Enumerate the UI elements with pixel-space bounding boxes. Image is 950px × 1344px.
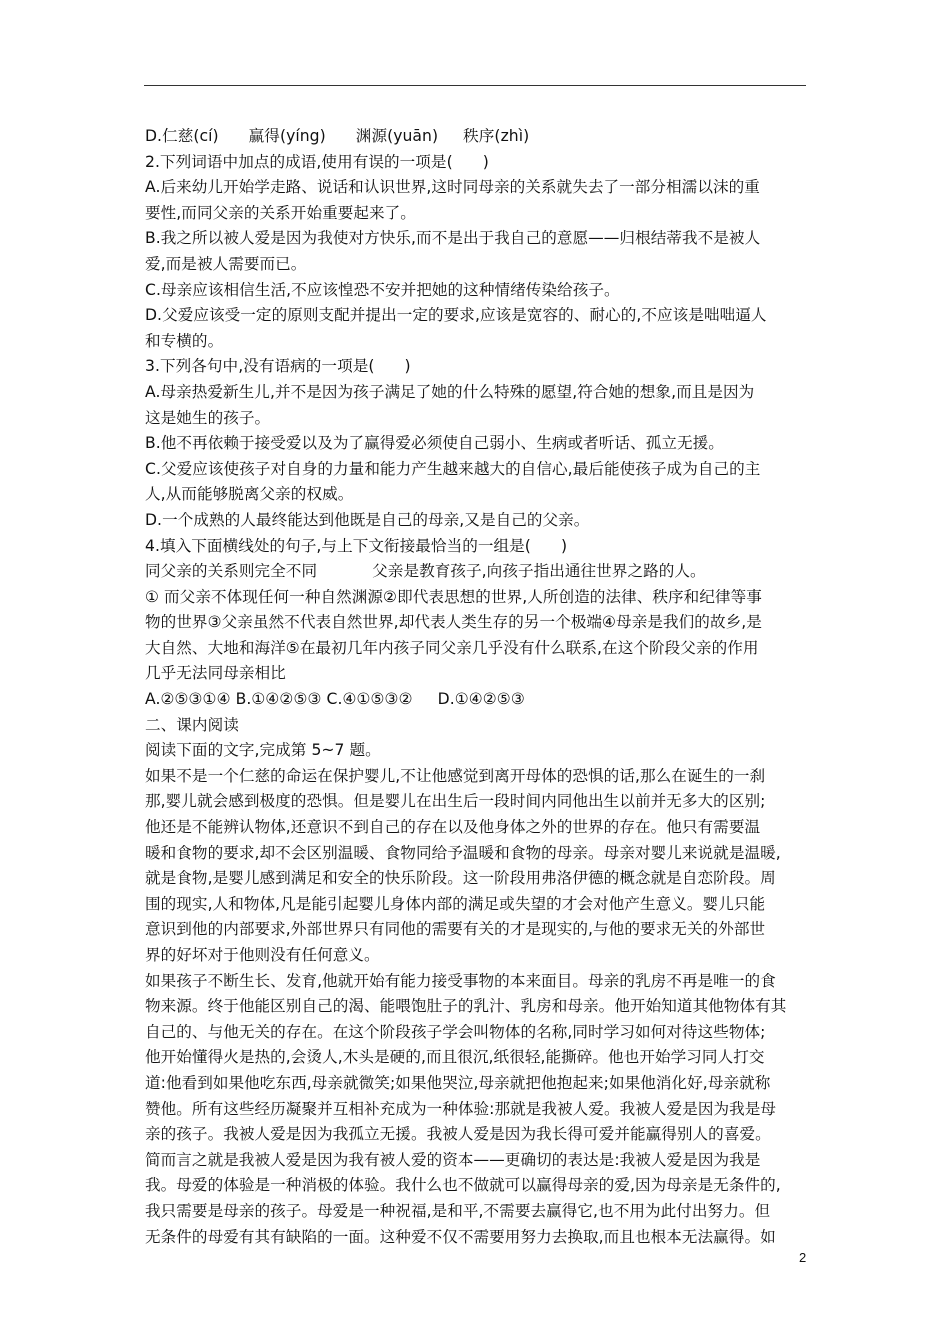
text-line: D.一个成熟的人最终能达到他既是自己的母亲,又是自己的父亲。 (145, 510, 590, 529)
text-line: 同父亲的关系则完全不同 父亲是教育孩子,向孩子指出通往世界之路的人。 (145, 562, 706, 581)
text-line: 3.下列各句中,没有语病的一项是( ) (145, 357, 411, 376)
text-line: 简而言之就是我被人爱是因为我有被人爱的资本——更确切的表达是:我被人爱是因为我是 (145, 1150, 761, 1169)
text-line: 阅读下面的文字,完成第 5~7 题。 (145, 741, 381, 760)
text-line: 意识到他的内部要求,外部世界只有同他的需要有关的才是现实的,与他的要求无关的外部世 (145, 920, 766, 939)
text-line: 物的世界③父亲虽然不代表自然世界,却代表人类生存的另一个极端④母亲是我们的故乡,是 (145, 613, 762, 632)
text-line: 如果孩子不断生长、发育,他就开始有能力接受事物的本来面目。母亲的乳房不再是唯一的食 (145, 971, 776, 990)
text-line: D.父爱应该受一定的原则支配并提出一定的要求,应该是宽容的、耐心的,不应该是咄咄逼人 (145, 306, 767, 325)
text-line: 就是食物,是婴儿感到满足和安全的快乐阶段。这一阶段用弗洛伊德的概念就是自恋阶段。周 (145, 869, 776, 888)
text-line: 我。母爱的体验是一种消极的体验。我什么也不做就可以赢得母亲的爱,因为母亲是无条件的, (145, 1176, 781, 1195)
text-line: 大自然、大地和海洋⑤在最初几年内孩子同父亲几乎没有什么联系,在这个阶段父亲的作用 (145, 638, 759, 657)
header-rule (144, 85, 806, 86)
text-line: B.他不再依赖于接受爱以及为了赢得爱必须使自己弱小、生病或者听话、孤立无援。 (145, 434, 724, 453)
text-line: 2.下列词语中加点的成语,使用有误的一项是( ) (145, 152, 489, 171)
text-line: 爱,而是被人需要而已。 (145, 254, 307, 273)
text-line: 这是她生的孩子。 (145, 408, 271, 427)
text-line: A.母亲热爱新生儿,并不是因为孩子满足了她的什么特殊的愿望,符合她的想象,而且是因为 (145, 382, 755, 401)
text-line: 那,婴儿就会感到极度的恐惧。但是婴儿在出生后一段时间内同他出生以前并无多大的区别; (145, 792, 766, 811)
text-line: A.②⑤③①④ B.①④②⑤③ C.④①⑤③② D.①④②⑤③ (145, 690, 525, 709)
text-line: 物来源。终于他能区别自己的渴、能喂饱肚子的乳汁、乳房和母亲。他开始知道其他物体有其 (145, 997, 787, 1016)
text-line: 赞他。所有这些经历凝聚并互相补充成为一种体验:那就是我被人爱。我被人爱是因为我是母 (145, 1099, 777, 1118)
text-line: 自己的、与他无关的存在。在这个阶段孩子学会叫物体的名称,同时学习如何对待这些物体; (145, 1022, 766, 1041)
text-line: ① 而父亲不体现任何一种自然渊源②即代表思想的世界,人所创造的法律、秩序和纪律等事 (145, 587, 762, 606)
text-line: 他开始懂得火是热的,会烫人,木头是硬的,而且很沉,纸很轻,能撕碎。他也开始学习同人打交 (145, 1048, 765, 1067)
text-line: D.仁慈(cí) 赢得(yíng) 渊源(yuān) 秩序(zhì) (145, 127, 530, 145)
text-line: 亲的孩子。我被人爱是因为我孤立无援。我被人爱是因为我长得可爱并能赢得别人的喜爱。 (145, 1125, 771, 1144)
text-line: 界的好坏对于他则没有任何意义。 (145, 946, 380, 964)
text-line: C.母亲应该相信生活,不应该惶恐不安并把她的这种情绪传染给孩子。 (145, 280, 620, 299)
text-line: 暖和食物的要求,却不会区别温暖、食物同给予温暖和食物的母亲。母亲对婴儿来说就是温暖, (145, 843, 781, 862)
text-line: 人,从而能够脱离父亲的权威。 (145, 485, 354, 504)
text-line: 无条件的母爱有其有缺陷的一面。这种爱不仅不需要用努力去换取,而且也根本无法赢得。如 (145, 1227, 776, 1246)
page-number: 2 (799, 1250, 807, 1265)
document-body (145, 124, 809, 1250)
text-line: 围的现实,人和物体,凡是能引起婴儿身体内部的满足或失望的才会对他产生意义。婴儿只能 (145, 894, 766, 913)
text-line: 如果不是一个仁慈的命运在保护婴儿,不让他感觉到离开母体的恐惧的话,那么在诞生的一刹 (145, 766, 766, 785)
text-line: 4.填入下面横线处的句子,与上下文衔接最恰当的一组是( ) (145, 536, 568, 555)
text-line: 和专横的。 (145, 331, 224, 350)
text-line: B.我之所以被人爱是因为我使对方快乐,而不是出于我自己的意愿——归根结蒂我不是被人 (145, 229, 761, 248)
text-line: 几乎无法同母亲相比 (145, 664, 286, 683)
text-line: 道:他看到如果他吃东西,母亲就微笑;如果他哭泣,母亲就把他抱起来;如果他消化好,母亲就称 (145, 1073, 771, 1092)
text-line: 要性,而同父亲的关系开始重要起来了。 (145, 203, 416, 222)
text-line: 他还是不能辨认物体,还意识不到自己的存在以及他身体之外的世界的存在。他只有需要温 (145, 818, 761, 837)
text-line: 二、课内阅读 (145, 715, 239, 734)
text-line: 我只需要是母亲的孩子。母爱是一种祝福,是和平,不需要去赢得它,也不用为此付出努力。但 (145, 1201, 771, 1220)
text-line: C.父爱应该使孩子对自身的力量和能力产生越来越大的自信心,最后能使孩子成为自己的主 (145, 459, 761, 478)
text-line: A.后来幼儿开始学走路、说话和认识世界,这时同母亲的关系就失去了一部分相濡以沫的重 (145, 178, 760, 197)
